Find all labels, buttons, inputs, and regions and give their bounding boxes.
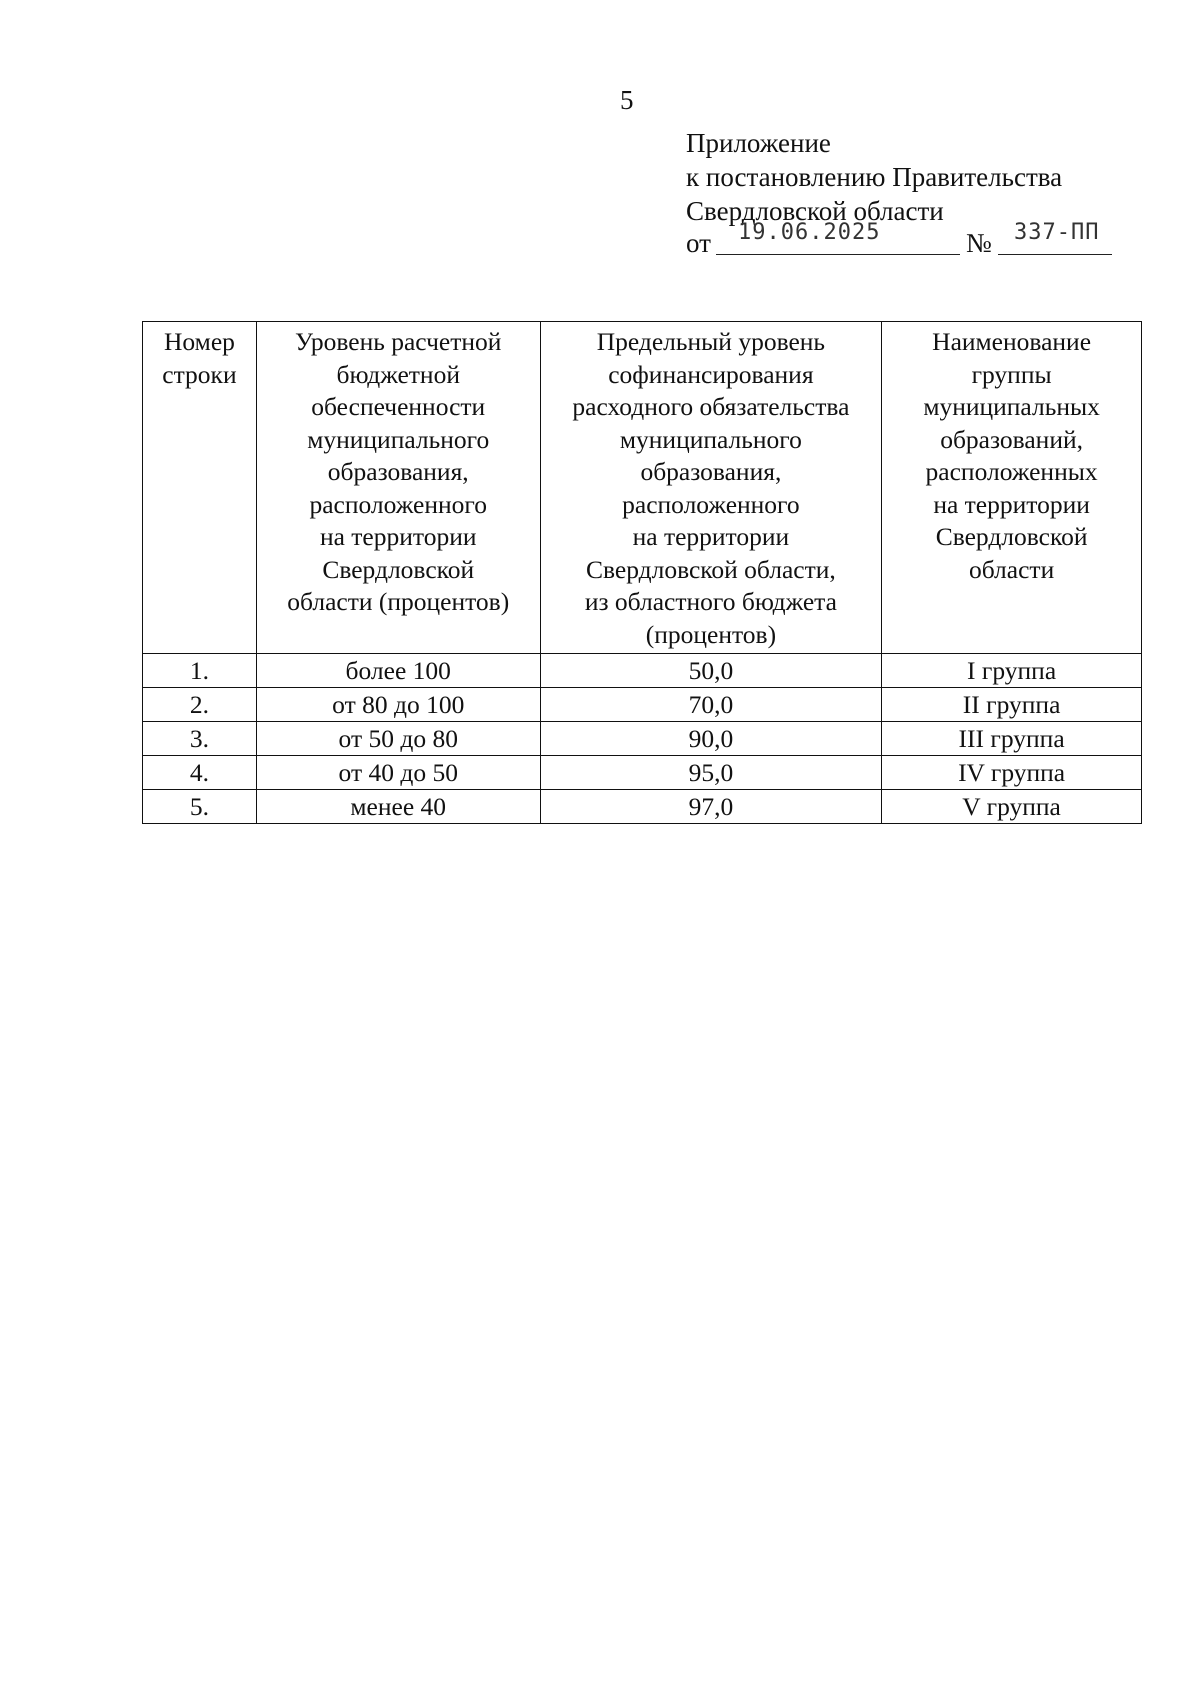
header-budget-level: Уровень расчетной бюджетной обеспеченности муниципального образования, расположенного на территории Свердловской области (процентов): [256, 322, 540, 654]
group-name: I группа: [882, 654, 1142, 688]
row-number: 5.: [143, 790, 257, 824]
budget-level: менее 40: [256, 790, 540, 824]
page-number: 5: [620, 85, 634, 115]
cofinancing-limit: 70,0: [540, 688, 882, 722]
budget-level: от 50 до 80: [256, 722, 540, 756]
table-row: [143, 722, 1142, 756]
table-row: [143, 790, 1142, 824]
cofinancing-limit: 90,0: [540, 722, 882, 756]
budget-level: от 80 до 100: [256, 688, 540, 722]
date-label: от: [686, 228, 711, 258]
table-header-row: [143, 322, 1142, 654]
date-underline: [716, 254, 960, 255]
group-name: IV группа: [882, 756, 1142, 790]
table-row: [143, 654, 1142, 688]
header-group-name: Наименование группы муниципальных образований, расположенных на территории Свердловской области: [882, 322, 1142, 654]
appendix-header: [686, 126, 1062, 228]
appendix-date-number-line: [686, 222, 1116, 258]
group-name: III группа: [882, 722, 1142, 756]
group-name: V группа: [882, 790, 1142, 824]
header-row-number: Номер строки: [143, 322, 257, 654]
appendix-resolution-line: к постановлению Правительства: [686, 162, 1063, 192]
group-name: II группа: [882, 688, 1142, 722]
appendix-title: Приложение: [686, 128, 831, 158]
number-label: №: [966, 228, 992, 258]
row-number: 1.: [143, 654, 257, 688]
budget-level: от 40 до 50: [256, 756, 540, 790]
appendix-region-line: Свердловской области: [686, 196, 944, 226]
cofinancing-limit: 50,0: [540, 654, 882, 688]
cofinancing-limit: 95,0: [540, 756, 882, 790]
date-value: 19.06.2025: [738, 220, 881, 245]
row-number: 2.: [143, 688, 257, 722]
row-number: 4.: [143, 756, 257, 790]
table-row: [143, 688, 1142, 722]
cofinancing-table: [142, 321, 1142, 824]
header-cofinancing-limit: Предельный уровень софинансирования расходного обязательства муниципального образования, расположенного на территории Свердловской области, из областного бюджета (процентов): [540, 322, 882, 654]
budget-level: более 100: [256, 654, 540, 688]
table-row: [143, 756, 1142, 790]
number-underline: [998, 254, 1112, 255]
row-number: 3.: [143, 722, 257, 756]
cofinancing-limit: 97,0: [540, 790, 882, 824]
number-value: 337-ПП: [1014, 220, 1100, 245]
